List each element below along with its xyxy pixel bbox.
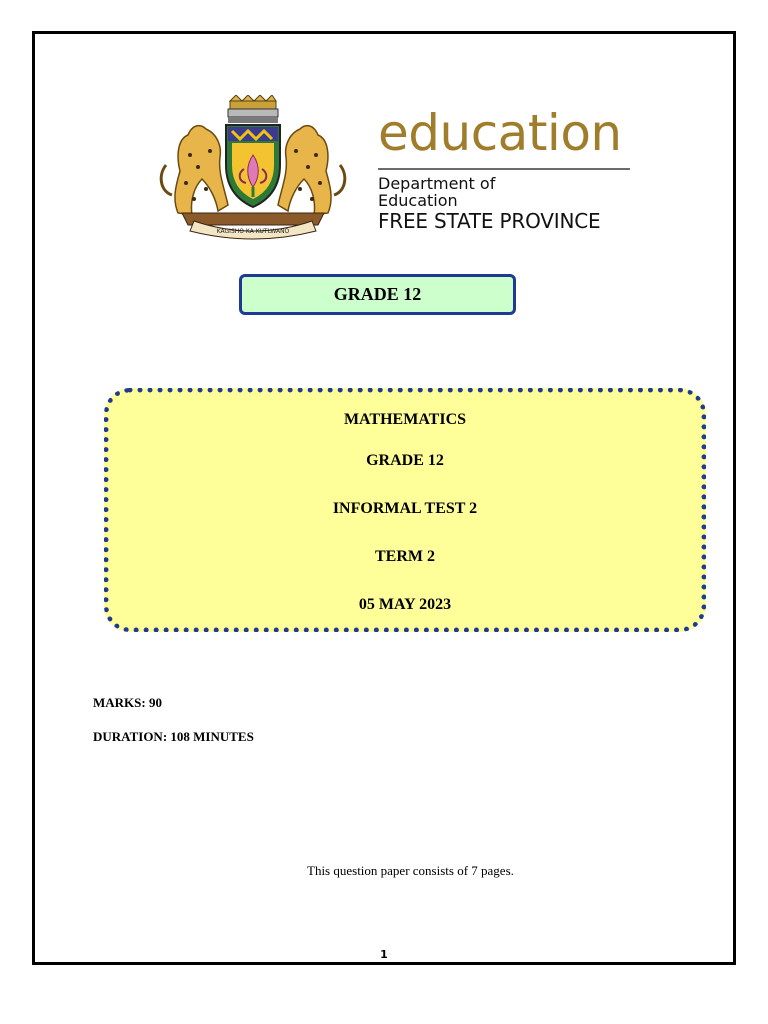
coat-of-arms-icon [158,95,348,240]
test-details-box [104,388,706,632]
pages-note: This question paper consists of 7 pages. [307,863,514,878]
brand-divider [378,168,630,170]
department-brand [378,104,638,233]
coat-of-arms-motto: KAGISHO KA KUTLWANO [216,228,290,235]
grade-banner: GRADE 12 [239,274,516,315]
brand-wordmark: education [378,104,622,162]
test-date: 05 MAY 2023 [358,596,452,613]
coat-of-arms-graphic [158,95,348,240]
marks-total: MARKS: 90 [93,695,162,710]
subject-grade: GRADE 12 [366,452,444,469]
test-name: INFORMAL TEST 2 [332,500,478,517]
department-line-1: Department of [378,174,496,193]
province-name: FREE STATE PROVINCE [378,209,601,233]
department-line-2: Education [378,191,458,210]
subject-title: MATHEMATICS [343,411,467,428]
test-term: TERM 2 [375,548,435,565]
page-number: 1 [380,948,388,961]
test-duration: DURATION: 108 MINUTES [93,729,254,744]
